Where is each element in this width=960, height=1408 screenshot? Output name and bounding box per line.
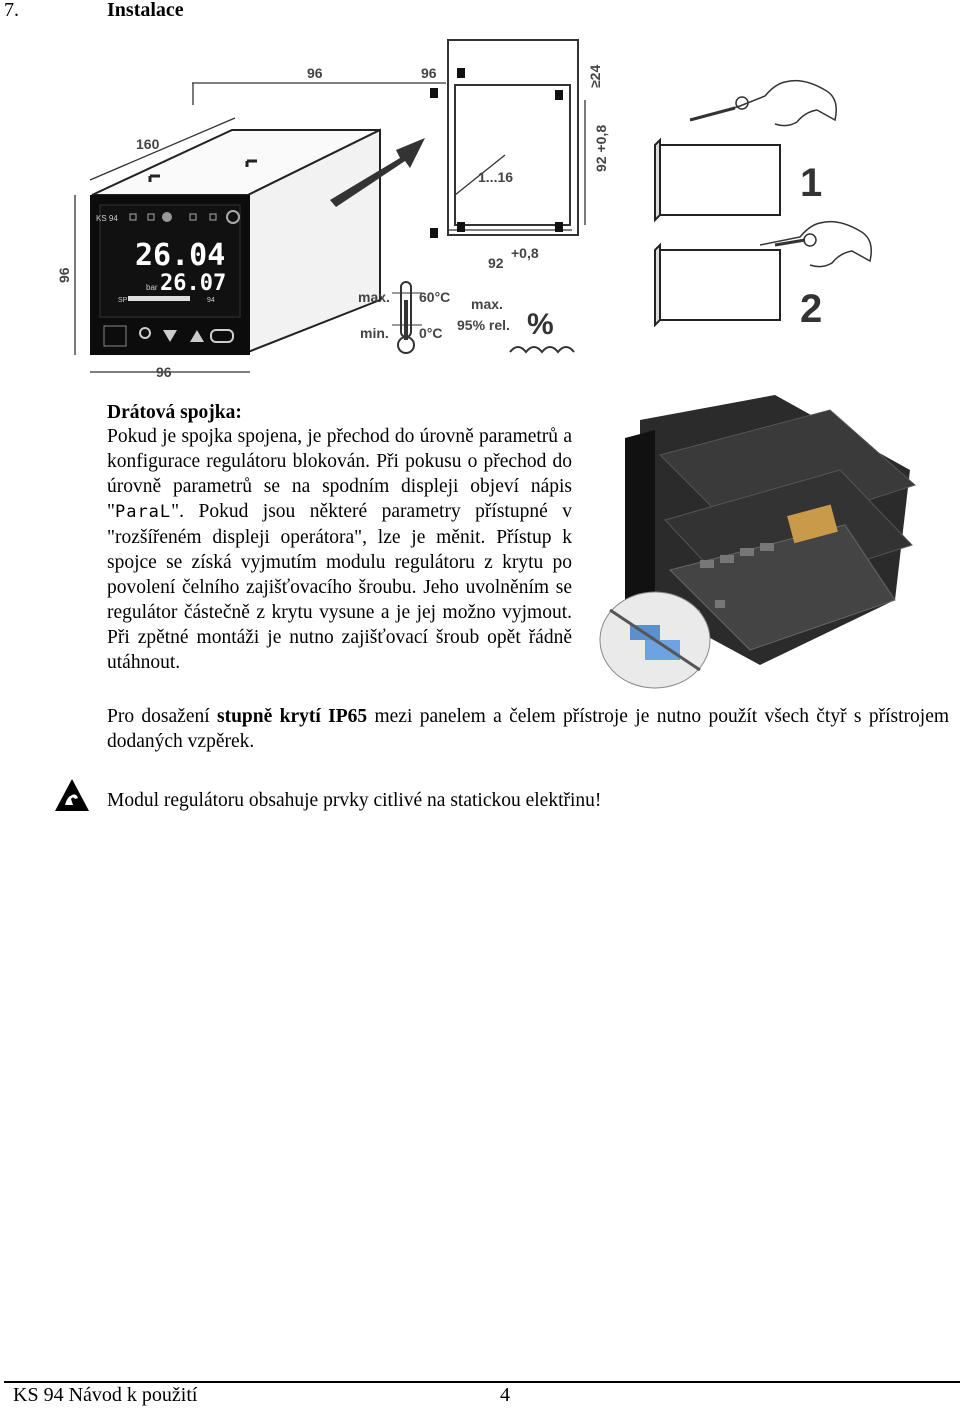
humidity-value: 95% rel. — [457, 317, 510, 333]
panel-cutout — [448, 40, 578, 235]
dim-96-left: 96 — [56, 267, 72, 283]
display-sp-label: SP — [118, 297, 128, 304]
step-1-label: 1 — [800, 161, 823, 205]
dim-96-bottom: 96 — [156, 364, 172, 380]
dim-160: 160 — [136, 136, 160, 152]
section-heading — [0, 0, 400, 26]
humidity-max-label: max. — [471, 296, 503, 312]
display-model: KS 94 — [96, 214, 118, 223]
wire-jumper-paragraph — [107, 424, 572, 675]
regulator-module-photo — [597, 390, 915, 690]
dim-96-top-1: 96 — [307, 65, 323, 81]
parameter-lock-display-text: ParaL — [114, 502, 172, 522]
esd-warning-text: Modul regulátoru obsahuje prvky citlivé na statickou elektřinu! — [107, 790, 602, 811]
dim-92-tolerance: +0,8 — [511, 245, 539, 261]
wire-jumper-title: Drátová spojka: — [107, 402, 242, 423]
display-value-1: 26.04 — [135, 238, 226, 273]
ip65-emphasis: stupně krytí IP65 — [217, 706, 368, 727]
dim-24: ≥24 — [587, 64, 603, 88]
dim-96-top-2: 96 — [421, 65, 437, 81]
ip65-text-b: mezi panelem a čelem přístroje je nutno použít všech čtyř s přístrojem dodaných vzpěrek. — [107, 706, 950, 752]
humidity-wave-icon — [510, 347, 574, 352]
footer-page-number: 4 — [500, 1384, 510, 1406]
wire-jumper-text-b: ". Pokud jsou některé parametry přístupné v "rozšířeném displeji operátora", lze je měnit. Přístup k spojce se získá vyjmutím modulu regulátoru z krytu po povolení čelního zajišťovacího šroubu. Jeho uvolněním se regulátor částečně z krytu vysune a je jej možno vyjmout. Při zpětné montáži je nutno zajišťovací šroub opět řádně utáhnout. — [107, 501, 572, 673]
temp-max-value: 60°C — [419, 289, 451, 305]
footer-document-title: KS 94 Návod k použití — [13, 1384, 198, 1406]
temp-min-value: 0°C — [419, 325, 443, 341]
temp-max-label: max. — [358, 289, 390, 305]
dim-slot: 1...16 — [478, 169, 514, 185]
temp-min-label: min. — [360, 325, 389, 341]
hand-screwdriver-icon-1 — [690, 81, 836, 126]
thermometer-icon — [392, 282, 422, 353]
step-2-label: 2 — [800, 287, 823, 331]
installation-figure — [40, 30, 609, 390]
heading-title: Instalace — [107, 0, 184, 21]
ip65-paragraph — [107, 704, 949, 754]
display-bar-right: 94 — [207, 297, 215, 304]
wire-jumper-text-a: Pokud je spojka spojena, je přechod do úrovně parametrů a konfigurace regulátoru blokován. Při pokusu o přechod do úrovně parametrů se na spodním displeji objeví nápis " — [107, 426, 572, 522]
display-bar-label: bar — [146, 283, 158, 292]
footer-divider — [4, 1381, 960, 1383]
heading-number: 7. — [4, 0, 19, 21]
percent-symbol: % — [527, 308, 554, 341]
mounting-steps-figure — [645, 55, 885, 340]
esd-warning-icon — [54, 778, 90, 812]
dim-92-bottom: 92 — [488, 255, 504, 271]
ip65-text-a: Pro dosažení — [107, 706, 217, 727]
dim-92-vertical: 92 +0,8 — [593, 124, 609, 172]
display-value-2: 26.07 — [160, 271, 227, 296]
